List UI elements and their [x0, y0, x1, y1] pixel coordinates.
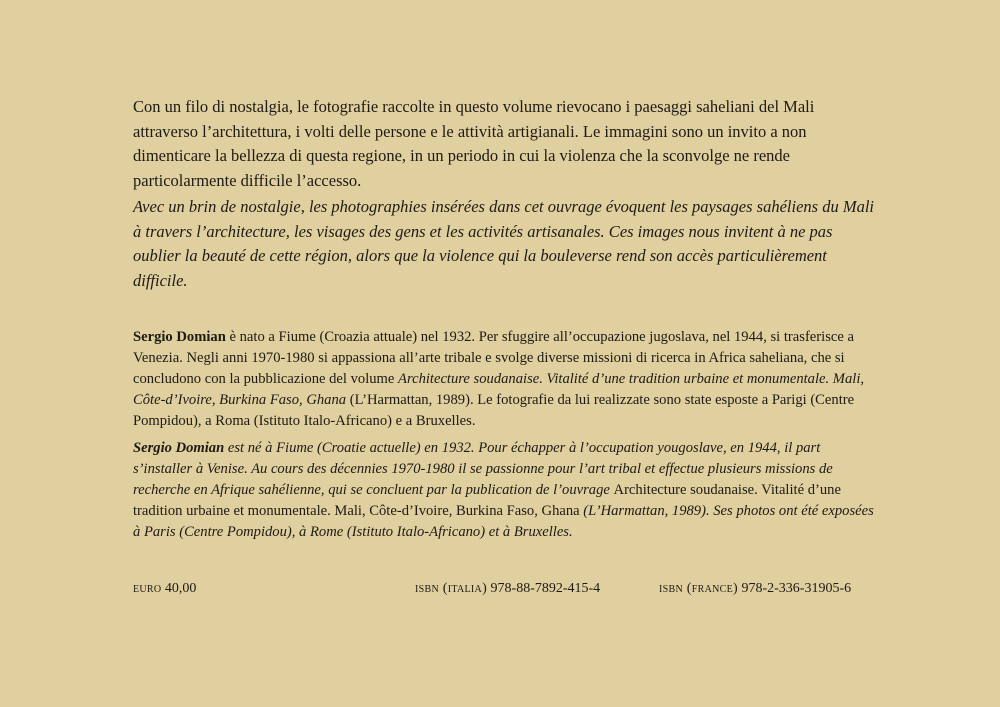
isbn-italia	[415, 581, 600, 597]
intro-italian: Con un filo di nostalgia, le fotografie raccolte in questo volume rievocano i paesaggi saheliani del Mali attraverso l’architettura, i volti delle persone e le attività artigianali. Le immagini sono un invito a non dimenticare la bellezza di questa regione, in un periodo in cui la violenza che la sconvolge ne rende particolarmente difficile l’accesso.	[133, 97, 815, 190]
price	[133, 581, 196, 597]
isbn-france-value: 978-2-336-31905-6	[741, 581, 852, 596]
intro-french: Avec un brin de nostalgie, les photographies insérées dans cet ouvrage évoquent les paysages sahéliens du Mali à travers l’architecture, les visages des gens et les activités artisanales. Ces images nous invitent à ne pas oublier la beauté de cette région, alors que la violence qui la bouleverse rend son accès particulièrement difficile.	[133, 197, 874, 290]
book-title: Architecture soudanaise. Vitalité d’une tradition urbaine et monumentale. Mali, Côte-d’Ivoire, Burkina Faso, Ghana	[133, 482, 841, 519]
book-title: Architecture soudanaise. Vitalité d’une tradition urbaine et monumentale. Mali, Côte-d’Ivoire, Burkina Faso, Ghana	[133, 371, 865, 408]
bio-text: (L’Harmattan, 1989). Ses photos ont été exposées à Paris (Centre Pompidou), à Rome (Istituto Italo-Africano) et à Bruxelles.	[133, 503, 874, 540]
price-label: euro	[133, 581, 162, 596]
bio-text: est né à Fiume (Croatie actuelle) en 1932. Pour échapper à l’occupation yougoslave, en 1944, il part s’installer à Venise. Au cours des décennies 1970-1980 il se passionne pour l’art tribal et effectue plusieurs missions de recherche en Afrique sahélienne, qui se concluent par la publication de l’ouvrage	[133, 440, 833, 498]
isbn-france	[659, 581, 851, 597]
price-value: 40,00	[164, 581, 197, 596]
author-bio-italian	[133, 327, 878, 432]
bio-text: (L’Harmattan, 1989). Le fotografie da lui realizzate sono state esposte a Parigi (Centre Pompidou), a Roma (Istituto Italo-Africano) e a Bruxelles.	[133, 392, 855, 429]
isbn-france-label: isbn (france)	[659, 581, 738, 596]
author-name: Sergio Domian	[133, 329, 226, 345]
author-bio-french	[133, 438, 878, 543]
author-name: Sergio Domian	[133, 440, 225, 456]
bio-text: è nato a Fiume (Croazia attuale) nel 1932. Per sfuggire all’occupazione jugoslava, nel 1944, si trasferisce a Venezia. Negli anni 1970-1980 si appassiona all’arte tribale e svolge diverse missioni di ricerca in Africa saheliana, che si concludono con la pubblicazione del volume	[133, 329, 854, 387]
isbn-italia-value: 978-88-7892-415-4	[490, 581, 601, 596]
isbn-italia-label: isbn (italia)	[415, 581, 488, 596]
